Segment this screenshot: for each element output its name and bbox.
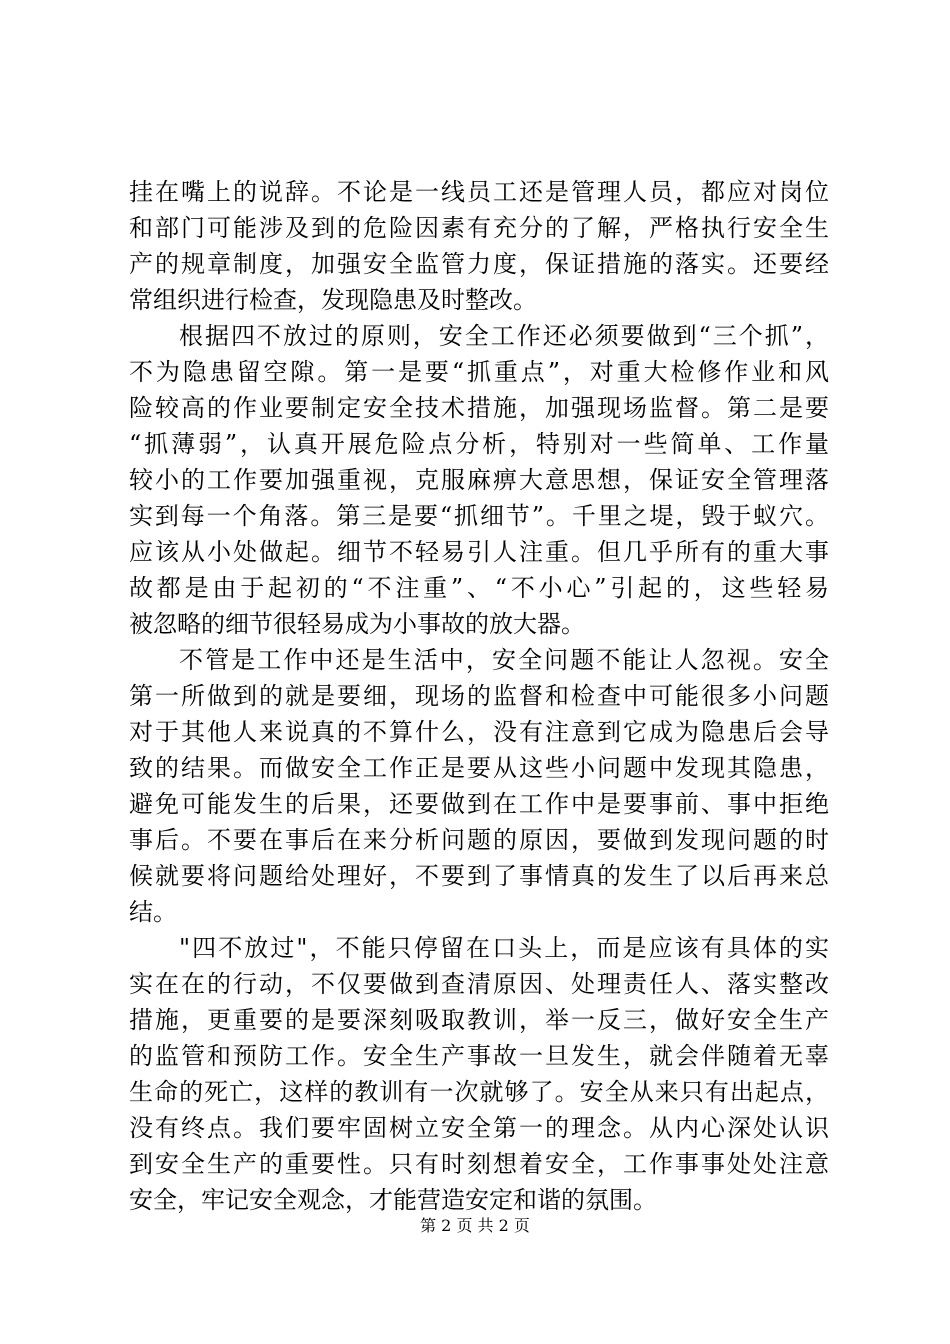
text-line: 不为隐患留空隙。第一是要“抓重点”，对重大检修作业和风 <box>129 358 829 386</box>
text-line: 应该从小处做起。细节不轻易引人注重。但几乎所有的重大事 <box>129 538 829 566</box>
text-line: 措施，更重要的是要深刻吸取教训，举一反三，做好安全生产 <box>129 1006 829 1034</box>
document-body <box>129 174 829 1218</box>
text-line: 和部门可能涉及到的危险因素有充分的了解，严格执行安全生 <box>129 214 829 242</box>
paragraph-first-line: 根据四不放过的原则，安全工作还必须要做到“三个抓”， <box>179 322 829 350</box>
paragraph-first-line: "四不放过"，不能只停留在口头上，而是应该有具体的实 <box>179 934 829 962</box>
text-line: 对于其他人来说真的不算什么，没有注意到它成为隐患后会导 <box>129 718 829 746</box>
text-line: 致的结果。而做安全工作正是要从这些小问题中发现其隐患， <box>129 754 829 782</box>
text-line: 避免可能发生的后果，还要做到在工作中是要事前、事中拒绝 <box>129 790 829 818</box>
text-line: 较小的工作要加强重视，克服麻痹大意思想，保证安全管理落 <box>129 466 829 494</box>
text-line: 挂在嘴上的说辞。不论是一线员工还是管理人员，都应对岗位 <box>129 178 829 206</box>
text-line: 第一所做到的就是要细，现场的监督和检查中可能很多小问题 <box>129 682 829 710</box>
text-line: 常组织进行检查，发现隐患及时整改。 <box>129 286 537 314</box>
text-line: 生命的死亡，这样的教训有一次就够了。安全从来只有出起点， <box>129 1078 829 1106</box>
text-line: 结。 <box>129 898 177 926</box>
paragraph-first-line: 不管是工作中还是生活中，安全问题不能让人忽视。安全 <box>179 646 829 674</box>
text-line: 候就要将问题给处理好，不要到了事情真的发生了以后再来总 <box>129 862 829 890</box>
text-line: 产的规章制度，加强安全监管力度，保证措施的落实。还要经 <box>129 250 829 278</box>
text-line: 安全，牢记安全观念，才能营造安定和谐的氛围。 <box>129 1186 657 1214</box>
text-line: 的监管和预防工作。安全生产事故一旦发生，就会伴随着无辜 <box>129 1042 829 1070</box>
page-footer <box>0 1214 950 1238</box>
text-line: 故都是由于起初的“不注重”、“不小心”引起的，这些轻易 <box>129 574 829 602</box>
text-line: “抓薄弱”，认真开展危险点分析，特别对一些简单、工作量 <box>129 430 829 458</box>
text-line: 没有终点。我们要牢固树立安全第一的理念。从内心深处认识 <box>129 1114 829 1142</box>
text-line: 事后。不要在事后在来分析问题的原因，要做到发现问题的时 <box>129 826 829 854</box>
text-line: 险较高的作业要制定安全技术措施，加强现场监督。第二是要 <box>129 394 829 422</box>
text-line: 实到每一个角落。第三是要“抓细节”。千里之堤，毁于蚁穴。 <box>129 502 829 530</box>
text-line: 到安全生产的重要性。只有时刻想着安全，工作事事处处注意 <box>129 1150 829 1178</box>
page-number-label: 第 2 页 共 2 页 <box>420 1216 530 1235</box>
text-line: 被忽略的细节很轻易成为小事故的放大器。 <box>129 610 585 638</box>
text-line: 实在在的行动，不仅要做到查清原因、处理责任人、落实整改 <box>129 970 829 998</box>
